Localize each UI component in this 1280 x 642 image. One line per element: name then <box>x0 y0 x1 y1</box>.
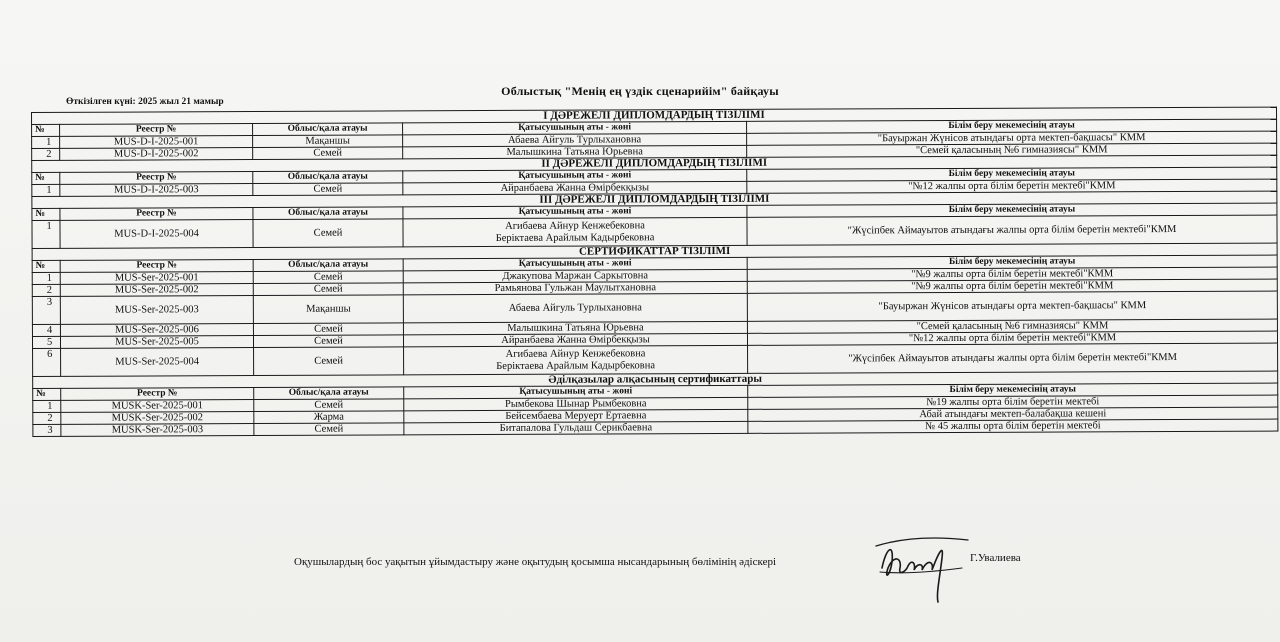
row-region: Семей <box>253 219 403 248</box>
handwritten-signature <box>872 528 982 604</box>
header-region: Облыс/қала атауы <box>254 387 404 400</box>
participant-name: Агибаева Айнур Кенжебековна <box>505 347 646 360</box>
section-title: Әділқазылар алқасының сертификаттары <box>33 371 1278 388</box>
row-registry: MUS-Ser-2025-005 <box>60 336 253 349</box>
header-registry: Реестр № <box>61 388 254 401</box>
row-participant <box>403 217 747 247</box>
row-registry: MUS-D-I-2025-001 <box>60 136 253 149</box>
event-date: Өткізілген күні: 2025 жыл 21 мамыр <box>66 97 224 107</box>
registry-table <box>31 107 1278 437</box>
row-school: "Семей қаласының №6 гимназиясы" КММ <box>747 143 1277 157</box>
row-participant <box>404 345 748 375</box>
row-participant: Айранбаева Жанна Өмірбекқызы <box>403 333 747 347</box>
header-region: Облыс/қала атауы <box>253 259 403 272</box>
header-participant: Қатысушының аты - жөні <box>404 385 748 399</box>
participant-name: Агибаева Айнур Кенжебековна <box>505 219 645 232</box>
header-participant: Қатысушының аты - жөні <box>403 121 747 135</box>
row-region: Семей <box>253 271 403 284</box>
row-region: Семей <box>253 183 403 196</box>
row-registry: MUS-D-I-2025-004 <box>60 220 253 249</box>
row-region: Мақаншы <box>253 295 403 324</box>
participant-name-second: Берiктаева Арайлым Кадырбековна <box>495 231 655 244</box>
header-school: Білім беру мекемесінің атауы <box>748 383 1278 397</box>
header-registry: Реестр № <box>60 260 253 273</box>
row-registry: MUS-Ser-2025-001 <box>60 272 253 285</box>
row-school: "Жүсіпбек Аймауытов атындағы жалпы орта білім беретін мектебі"КММ <box>748 343 1278 373</box>
row-registry: MUS-D-I-2025-002 <box>60 148 253 161</box>
row-registry: MUS-Ser-2025-003 <box>60 296 253 325</box>
row-num: 1 <box>32 272 60 284</box>
row-region: Семей <box>254 399 404 412</box>
header-school: Білім беру мекемесінің атауы <box>747 203 1277 217</box>
row-participant: Бейсембаева Меруерт Ертаевна <box>404 409 748 423</box>
header-registry: Реестр № <box>60 208 253 221</box>
row-participant: Джакупова Маржан Саркытовна <box>403 269 747 283</box>
row-participant: Битапалова Гульдаш Серикбаевна <box>404 421 748 435</box>
row-school: "№9 жалпы орта білім беретін мектебі"КММ <box>747 267 1277 281</box>
row-region: Семей <box>253 323 403 336</box>
row-participant: Рамьянова Гульжан Маулытхановна <box>403 281 747 295</box>
row-num: 2 <box>32 148 60 160</box>
row-registry: MUS-D-I-2025-003 <box>60 184 253 197</box>
row-region: Семей <box>253 283 403 296</box>
row-school: № 45 жалпы орта білім беретін мектебі <box>748 419 1278 433</box>
row-participant: Рымбекова Шынар Рымбековна <box>404 397 748 411</box>
header-region: Облыс/қала атауы <box>253 171 403 184</box>
row-school: "№9 жалпы орта білім беретін мектебі"КММ <box>747 279 1277 293</box>
header-participant: Қатысушының аты - жөні <box>403 169 747 183</box>
footer-position: Оқушылардың бос уақытын ұйымдастыру және оқытудың қосымша нысандарының бөлімінің әдіскері <box>294 556 777 568</box>
header-num: № <box>32 208 60 220</box>
row-region: Жарма <box>254 411 404 424</box>
signer-name: Г.Увалиева <box>970 552 1021 564</box>
row-num: 2 <box>33 412 61 424</box>
header-school: Білім беру мекемесінің атауы <box>747 167 1277 181</box>
header-num: № <box>33 388 61 400</box>
row-num: 1 <box>32 220 60 248</box>
header-num: № <box>32 124 60 136</box>
row-region: Семей <box>253 335 403 348</box>
section-title: I ДӘРЕЖЕЛІ ДИПЛОМДАРДЫҢ ТІЗІЛІМІ <box>32 107 1277 124</box>
row-num: 3 <box>33 424 61 436</box>
header-region: Облыс/қала атауы <box>253 207 403 220</box>
row-school: "№12 жалпы орта білім беретін мектебі"КММ <box>747 179 1277 193</box>
row-school: "Семей қаласының №6 гимназиясы" КММ <box>747 319 1277 333</box>
header-num: № <box>32 172 60 184</box>
document-title: Облыстық "Менің ең үздік сценарийім" байқауы <box>501 84 779 98</box>
row-school: "№12 жалпы орта білім беретін мектебі"КММ <box>747 331 1277 345</box>
row-registry: MUSK-Ser-2025-001 <box>61 400 254 413</box>
row-participant: Абаева Айгуль Турлыхановна <box>403 133 747 147</box>
row-registry: MUS-Ser-2025-004 <box>61 348 254 377</box>
row-participant: Абаева Айгуль Турлыхановна <box>403 293 747 323</box>
header-region: Облыс/қала атауы <box>253 123 403 136</box>
row-num: 3 <box>32 296 60 324</box>
header-num: № <box>32 260 60 272</box>
row-region: Семей <box>253 147 403 160</box>
row-participant: Айранбаева Жанна Өмірбекқызы <box>403 181 747 195</box>
participant-name-second: Берiктаева Арайлым Кадырбековна <box>496 359 655 372</box>
row-participant: Малышкина Татьяна Юрьевна <box>403 145 747 159</box>
header-registry: Реестр № <box>60 172 253 185</box>
section-title: II ДӘРЕЖЕЛІ ДИПЛОМДАРДЫҢ ТІЗІЛІМІ <box>32 155 1277 172</box>
row-num: 1 <box>32 184 60 196</box>
row-school: "Бауыржан Жүнісов атындағы орта мектеп-бақшасы" КММ <box>747 131 1277 145</box>
row-registry: MUSK-Ser-2025-003 <box>61 424 254 437</box>
row-num: 1 <box>32 136 60 148</box>
header-participant: Қатысушының аты - жөні <box>403 205 747 219</box>
row-region: Мақаншы <box>253 135 403 148</box>
header-school: Білім беру мекемесінің атауы <box>747 255 1277 269</box>
section-title: СЕРТИФИКАТТАР ТІЗІЛІМІ <box>32 243 1277 260</box>
row-school: №19 жалпы орта білім беретін мектебі <box>748 395 1278 409</box>
row-num: 2 <box>32 284 60 296</box>
header-registry: Реестр № <box>60 124 253 137</box>
row-registry: MUSK-Ser-2025-002 <box>61 412 254 425</box>
header-school: Білім беру мекемесінің атауы <box>747 119 1277 133</box>
row-participant: Малышкина Татьяна Юрьевна <box>403 321 747 335</box>
row-num: 6 <box>33 348 61 376</box>
row-school: "Жүсіпбек Аймауытов атындағы жалпы орта білім беретін мектебі"КММ <box>747 215 1277 245</box>
row-num: 4 <box>32 324 60 336</box>
row-region: Семей <box>254 423 404 436</box>
row-registry: MUS-Ser-2025-006 <box>60 324 253 337</box>
row-school: Абай атындағы мектеп-балабақша кешені <box>748 407 1278 421</box>
header-participant: Қатысушының аты - жөні <box>403 257 747 271</box>
row-region: Семей <box>254 347 404 376</box>
section-title: III ДӘРЕЖЕЛІ ДИПЛОМДАРДЫҢ ТІЗІЛІМІ <box>32 191 1277 208</box>
row-school: "Бауыржан Жүнісов атындағы орта мектеп-бақшасы" КММ <box>747 291 1277 321</box>
row-num: 5 <box>32 336 60 348</box>
row-num: 1 <box>33 400 61 412</box>
row-registry: MUS-Ser-2025-002 <box>60 284 253 297</box>
